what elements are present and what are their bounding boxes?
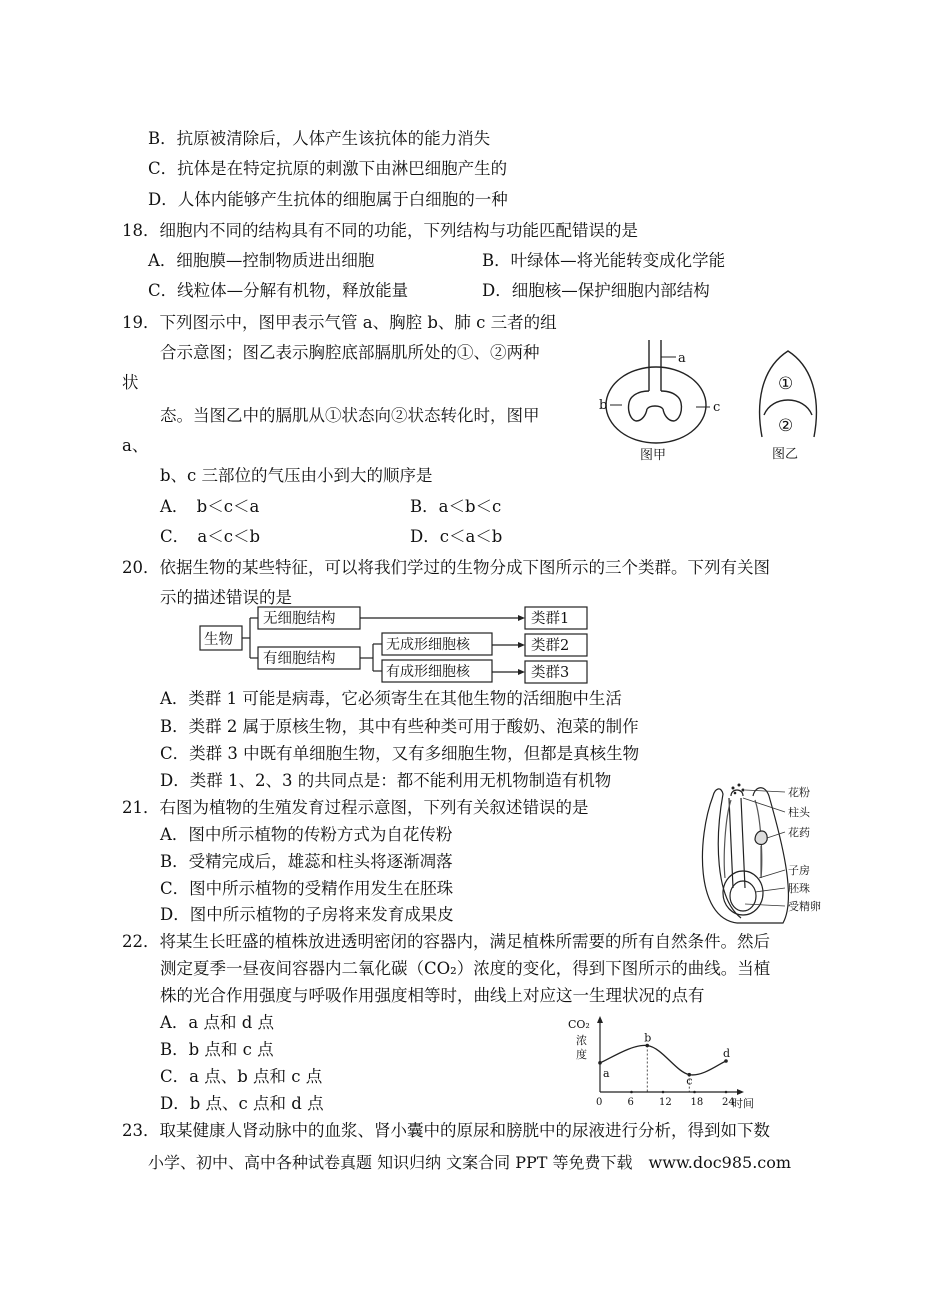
chart-point-label-d: d bbox=[723, 1047, 731, 1060]
chart-x-arrow bbox=[737, 1089, 744, 1095]
label-pollen: 花粉 bbox=[788, 786, 810, 799]
diagram-no-cell: 无细胞结构 bbox=[263, 611, 336, 627]
q19-stem-line3: 状 bbox=[122, 373, 139, 392]
chart-tick-mark bbox=[662, 1091, 665, 1094]
diagram-root: 生物 bbox=[204, 632, 233, 648]
diagram-has-cell: 有细胞结构 bbox=[263, 651, 336, 667]
chart-tick-mark bbox=[630, 1091, 633, 1094]
diagram-group3: 类群3 bbox=[531, 665, 570, 681]
q19-stem-line6: b、c 三部位的气压由小到大的顺序是 bbox=[160, 466, 433, 485]
chart-ylabel-line2: 浓 bbox=[576, 1034, 587, 1047]
q18-option-a: A．细胞膜—控制物质进出细胞 bbox=[148, 251, 375, 270]
flower-figure bbox=[685, 778, 835, 928]
fig-jia-label-b: b bbox=[599, 398, 608, 413]
diagram-no-nucleus: 无成形细胞核 bbox=[386, 637, 470, 653]
q20-option-d: D．类群 1、2、3 的共同点是：都不能利用无机物制造有机物 bbox=[160, 771, 612, 790]
q19-option-c: C． a＜c＜b bbox=[160, 527, 261, 546]
q22-stem-line2: 测定夏季一昼夜间容器内二氧化碳（CO₂）浓度的变化，得到下图所示的曲线。当植 bbox=[160, 959, 771, 978]
diagram-group1: 类群1 bbox=[531, 611, 570, 627]
q22-option-a: A．a 点和 d 点 bbox=[160, 1013, 275, 1032]
q20-option-a: A．类群 1 可能是病毒，它必须寄生在其他生物的活细胞中生活 bbox=[160, 689, 622, 708]
chart-y-arrow bbox=[597, 1016, 603, 1023]
chart-tick-label: 6 bbox=[627, 1097, 634, 1108]
q19-stem-line1: 19．下列图示中，图甲表示气管 a、胸腔 b、肺 c 三者的组 bbox=[122, 313, 557, 332]
label-zygote: 受精卵 bbox=[788, 900, 821, 913]
chart-point-label-b: b bbox=[644, 1031, 652, 1045]
label-ovule: 胚珠 bbox=[788, 882, 810, 895]
q20-option-c: C．类群 3 中既有单细胞生物，又有多细胞生物，但都是真核生物 bbox=[160, 744, 640, 763]
page-footer: 小学、初中、高中各种试卷真题 知识归纳 文案合同 PPT 等免费下载 www.doc985.com bbox=[148, 1153, 792, 1172]
diagram-has-nucleus: 有成形细胞核 bbox=[386, 664, 470, 680]
label-ovary: 子房 bbox=[788, 864, 810, 877]
q17-option-c: C．抗体是在特定抗原的刺激下由淋巴细胞产生的 bbox=[148, 159, 508, 178]
chart-tick-label: 0 bbox=[596, 1097, 603, 1108]
q20-stem-line1: 20．依据生物的某些特征，可以将我们学过的生物分成下图所示的三个类群。下列有关图 bbox=[122, 558, 770, 577]
chart-point-label-a: a bbox=[603, 1066, 610, 1080]
chart-tick-label: 12 bbox=[659, 1097, 672, 1108]
classification-diagram bbox=[195, 602, 595, 684]
chart-tick-mark bbox=[693, 1091, 696, 1094]
q22-option-c: C．a 点、b 点和 c 点 bbox=[160, 1067, 323, 1086]
chart-point-a bbox=[598, 1061, 602, 1065]
chart-tick-label: 24 bbox=[722, 1097, 735, 1108]
co2-chart bbox=[560, 1012, 770, 1116]
fig-yi-label-1: ① bbox=[778, 374, 794, 394]
chart-ylabel-line1: CO₂ bbox=[568, 1018, 590, 1031]
q22-stem-line1: 22．将某生长旺盛的植株放进透明密闭的容器内，满足植株所需要的所有自然条件。然后 bbox=[122, 932, 770, 951]
q19-stem-line5: a、 bbox=[122, 436, 149, 455]
q18-option-b: B．叶绿体—将光能转变成化学能 bbox=[482, 251, 726, 270]
q19-stem-line4: 态。当图乙中的膈肌从①状态向②状态转化时，图甲 bbox=[160, 406, 540, 425]
q18-stem: 18．细胞内不同的结构具有不同的功能，下列结构与功能匹配错误的是 bbox=[122, 221, 638, 240]
q21-option-c: C．图中所示植物的受精作用发生在胚珠 bbox=[160, 879, 454, 898]
fig-jia-caption: 图甲 bbox=[640, 448, 667, 463]
fig-jia-label-a: a bbox=[678, 351, 686, 366]
q19-stem-line2: 合示意图；图乙表示胸腔底部膈肌所处的①、②两种 bbox=[160, 343, 540, 362]
fig-jia-label-c: c bbox=[713, 400, 721, 415]
label-anther: 花药 bbox=[788, 826, 810, 839]
figure-jia bbox=[592, 335, 732, 465]
chart-series-line bbox=[600, 1045, 726, 1075]
q22-option-d: D．b 点、c 点和 d 点 bbox=[160, 1094, 324, 1113]
q18-option-d: D．细胞核—保护细胞内部结构 bbox=[482, 281, 710, 300]
q19-option-b: B．a＜b＜c bbox=[410, 497, 502, 516]
q21-option-b: B．受精完成后，雄蕊和柱头将逐渐凋落 bbox=[160, 852, 453, 871]
q20-stem-line2: 示的描述错误的是 bbox=[160, 588, 292, 607]
chart-ylabel-line3: 度 bbox=[576, 1048, 587, 1061]
figure-yi bbox=[752, 345, 827, 465]
fig-yi-caption: 图乙 bbox=[772, 447, 799, 462]
q19-option-d: D．c＜a＜b bbox=[410, 527, 503, 546]
q18-option-c: C．线粒体—分解有机物，释放能量 bbox=[148, 281, 409, 300]
q17-option-b: B．抗原被清除后，人体产生该抗体的能力消失 bbox=[148, 129, 491, 148]
q21-option-d: D．图中所示植物的子房将来发育成果皮 bbox=[160, 905, 454, 924]
chart-point-label-c: c bbox=[686, 1074, 693, 1088]
label-stigma: 柱头 bbox=[788, 806, 810, 819]
fig-yi-label-2: ② bbox=[778, 416, 794, 436]
chart-xlabel: 时间 bbox=[732, 1097, 754, 1110]
q22-option-b: B．b 点和 c 点 bbox=[160, 1040, 274, 1059]
q22-stem-line3: 株的光合作用强度与呼吸作用强度相等时，曲线上对应这一生理状况的点有 bbox=[160, 986, 705, 1005]
q23-stem: 23．取某健康人肾动脉中的血浆、肾小囊中的原尿和膀胱中的尿液进行分析，得到如下数 bbox=[122, 1121, 770, 1140]
q21-option-a: A．图中所示植物的传粉方式为自花传粉 bbox=[160, 825, 453, 844]
q21-stem: 21．右图为植物的生殖发育过程示意图，下列有关叙述错误的是 bbox=[122, 798, 589, 817]
diagram-group2: 类群2 bbox=[531, 638, 570, 654]
q19-option-a: A． b＜c＜a bbox=[160, 497, 260, 516]
q17-option-d: D．人体内能够产生抗体的细胞属于白细胞的一种 bbox=[148, 190, 508, 209]
chart-tick-mark bbox=[725, 1091, 728, 1094]
chart-tick-label: 18 bbox=[690, 1097, 704, 1108]
q20-option-b: B．类群 2 属于原核生物，其中有些种类可用于酸奶、泡菜的制作 bbox=[160, 717, 639, 736]
